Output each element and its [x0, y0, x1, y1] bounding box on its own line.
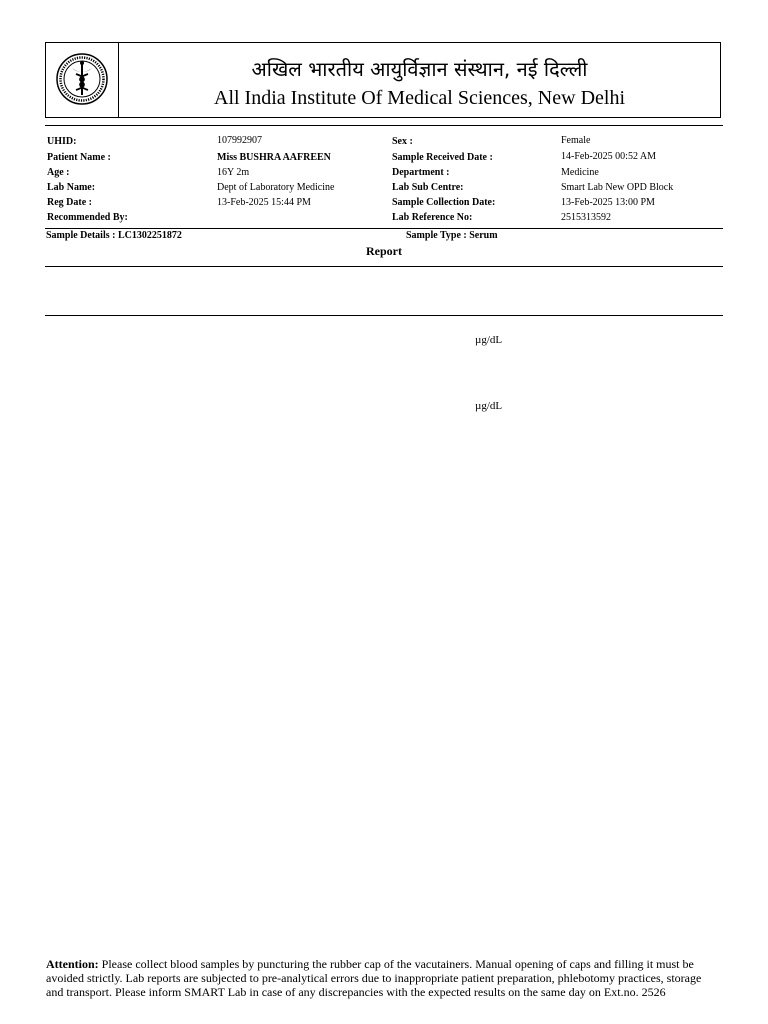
attention-label: Attention: [46, 957, 99, 971]
lab-name-label: Lab Name: [47, 182, 96, 193]
divider [45, 266, 723, 267]
sex-label: Sex : [392, 136, 413, 147]
sample-details: Sample Details : LC1302251872 [46, 230, 182, 241]
department-label: Department : [392, 167, 450, 178]
divider [45, 228, 723, 229]
report-title: Report [366, 244, 402, 258]
lab-sub-centre-value: Smart Lab New OPD Block [561, 182, 674, 193]
attention-text: Please collect blood samples by puncturing the rubber cap of the vacutainers. Manual opening of caps and filling it must be avoided strictly. Lab reports are subjected to pre-analytical errors due to inappropriate patient preparation, phlebotomy practices, storage and transport. Please inform SMART Lab in case of any discrepancies with the expected results on the same day on Ext.no. 2526 [46, 957, 702, 999]
report-header [45, 42, 721, 118]
sample-received-value: 14-Feb-2025 00:52 AM [561, 151, 656, 162]
lab-reference-label: Lab Reference No: [392, 212, 473, 223]
divider [45, 315, 723, 316]
reg-date-value: 13-Feb-2025 15:44 PM [217, 197, 311, 208]
result-unit: µg/dL [475, 334, 503, 346]
age-label: Age : [47, 167, 70, 178]
lab-reference-value: 2515313592 [561, 212, 611, 223]
recommended-by-label: Recommended By: [47, 212, 128, 223]
result-unit: µg/dL [475, 400, 503, 412]
patient-name-label: Patient Name : [47, 152, 111, 163]
uhid-label: UHID: [47, 136, 77, 147]
institute-title-hindi: अखिल भारतीय आयुर्विज्ञान संस्थान, नई दिल्ली [251, 57, 588, 81]
sample-received-label: Sample Received Date : [392, 152, 493, 163]
lab-sub-centre-label: Lab Sub Centre: [392, 182, 464, 193]
divider [45, 125, 723, 126]
sample-collection-label: Sample Collection Date: [392, 197, 496, 208]
sample-collection-value: 13-Feb-2025 13:00 PM [561, 197, 655, 208]
age-value: 16Y 2m [217, 167, 250, 178]
lab-name-value: Dept of Laboratory Medicine [217, 182, 335, 193]
uhid-value: 107992907 [217, 135, 262, 146]
reg-date-label: Reg Date : [47, 197, 92, 208]
institute-title-english: All India Institute Of Medical Sciences, New Delhi [214, 87, 625, 109]
attention-note [46, 957, 718, 999]
logo-cell [46, 43, 119, 117]
patient-name-value: Miss BUSHRA AAFREEN [217, 152, 331, 163]
sex-value: Female [561, 135, 591, 146]
aiims-caduceus-emblem-icon [55, 52, 109, 106]
department-value: Medicine [561, 167, 599, 178]
sample-type: Sample Type : Serum [406, 230, 498, 241]
